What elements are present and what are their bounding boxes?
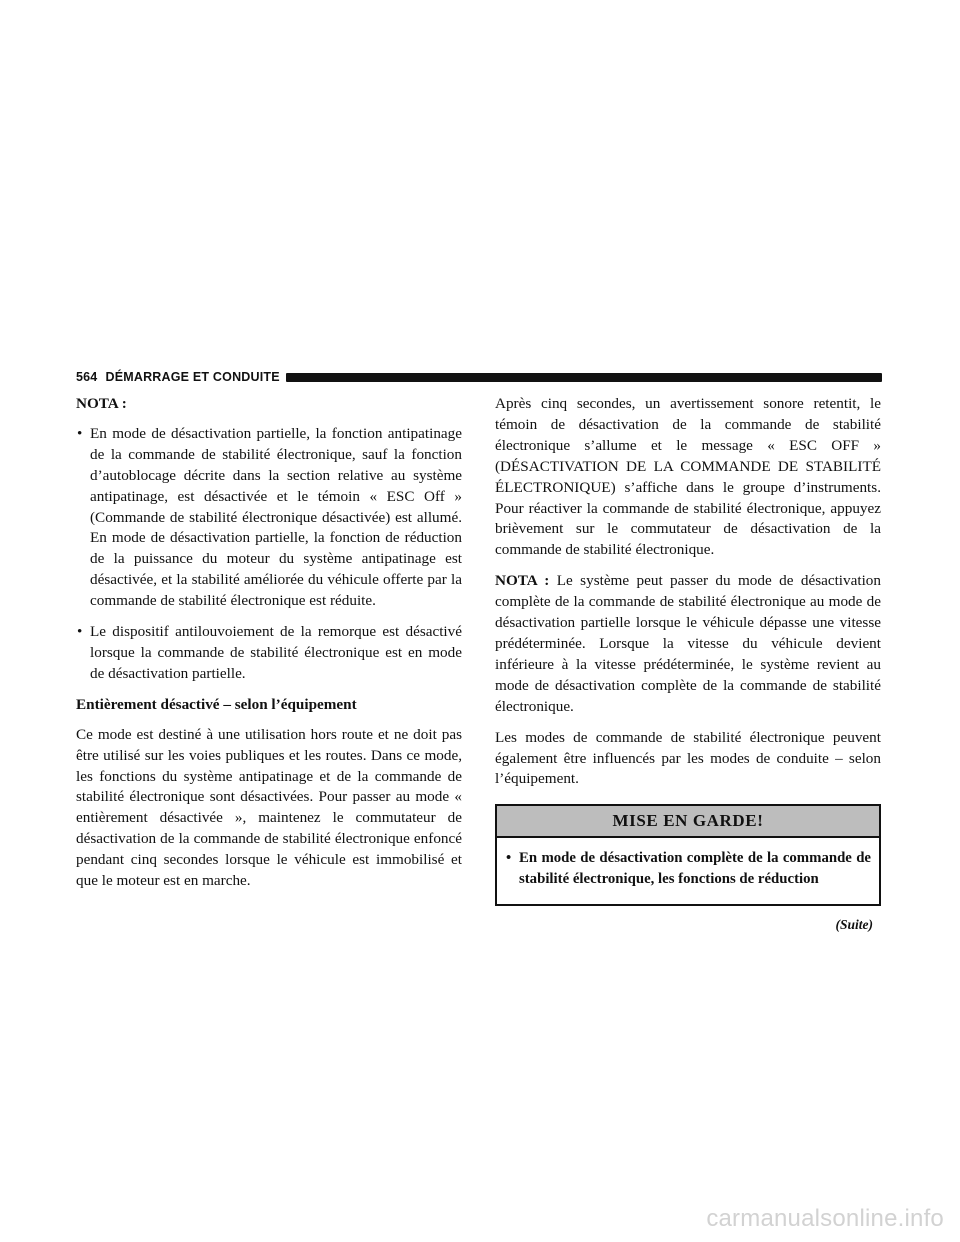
note-paragraph	[495, 571, 881, 717]
list-item	[76, 622, 462, 685]
warning-bullet-list	[505, 848, 871, 890]
warning-box	[495, 804, 881, 906]
paragraph: Ce mode est destiné à une utilisation hors route et ne doit pas être utilisé sur les voies publiques et les routes. Dans ce mode, les fonctions du système antipatinage et de la commande de stabilité électronique sont désactivées. Pour passer au mode « entièrement désactivée », maintenez le commutateur de désactivation de la commande de stabilité électronique enfoncé pendant cinq secondes lorsque le véhicule est immobilisé et que le moteur est en marche.	[76, 725, 462, 890]
note-text: Le système peut passer du mode de désactivation complète de la commande de stabilité électronique au mode de désactivation partielle lorsque le véhicule dépasse une vitesse prédéterminée. Lorsque la vitesse du véhicule devient inférieure à la vitesse prédéterminée, le système revient au mode de désactivation complète de la commande de stabilité électronique.	[495, 572, 881, 715]
warning-body	[497, 838, 879, 904]
list-item	[505, 848, 871, 890]
right-column	[495, 394, 881, 936]
continued-label: (Suite)	[835, 917, 873, 933]
section-title: DÉMARRAGE ET CONDUITE	[105, 370, 280, 384]
page-header	[76, 368, 882, 386]
watermark: carmanualsonline.info	[706, 1205, 944, 1232]
bullet-icon: •	[77, 424, 83, 442]
warning-title: MISE EN GARDE!	[497, 806, 879, 838]
page-number: 564	[76, 370, 98, 384]
note-label: NOTA :	[76, 395, 127, 412]
bullet-icon: •	[77, 623, 83, 641]
paragraph: Les modes de commande de stabilité électronique peuvent également être influencés par les modes de conduite – selon l’équipement.	[495, 728, 881, 788]
note-bullet-list	[76, 424, 462, 685]
paragraph: Après cinq secondes, un avertissement sonore retentit, le témoin de désactivation de la commande de stabilité électronique s’allume et le message « ESC OFF » (DÉSACTIVATION DE LA COMMANDE DE STABILITÉ ÉLECTRONIQUE) s’affiche dans le groupe d’instruments. Pour réactiver la commande de stabilité électronique, appuyez brièvement sur le commutateur de désactivation de la commande de stabilité électronique.	[495, 395, 881, 559]
warning-text: En mode de désactivation complète de la commande de stabilité électronique, les fonctions de réduction	[519, 850, 871, 888]
note-label: NOTA :	[495, 572, 550, 590]
bullet-text: Le dispositif antilouvoiement de la remorque est désactivé lorsque la commande de stabilité électronique est en mode de désactivation partielle.	[90, 623, 462, 682]
subheading: Entièrement désactivé – selon l’équipement	[76, 695, 357, 713]
bullet-icon: •	[506, 850, 512, 867]
left-column	[76, 394, 462, 902]
list-item	[76, 424, 462, 612]
header-rule	[286, 373, 882, 382]
bullet-text: En mode de désactivation partielle, la fonction antipatinage de la commande de stabilité électronique, sauf la fonction d’autoblocage décrite dans la section relative au système antipatinage, est désactivée et le témoin « ESC Off » (Commande de stabilité électronique désactivée) est allumé. En mode de désactivation partielle, la fonction de réduction de la puissance du moteur du système antipatinage est désactivée, et la stabilité améliorée du véhicule offerte par la commande de stabilité électronique est réduite.	[90, 424, 462, 610]
